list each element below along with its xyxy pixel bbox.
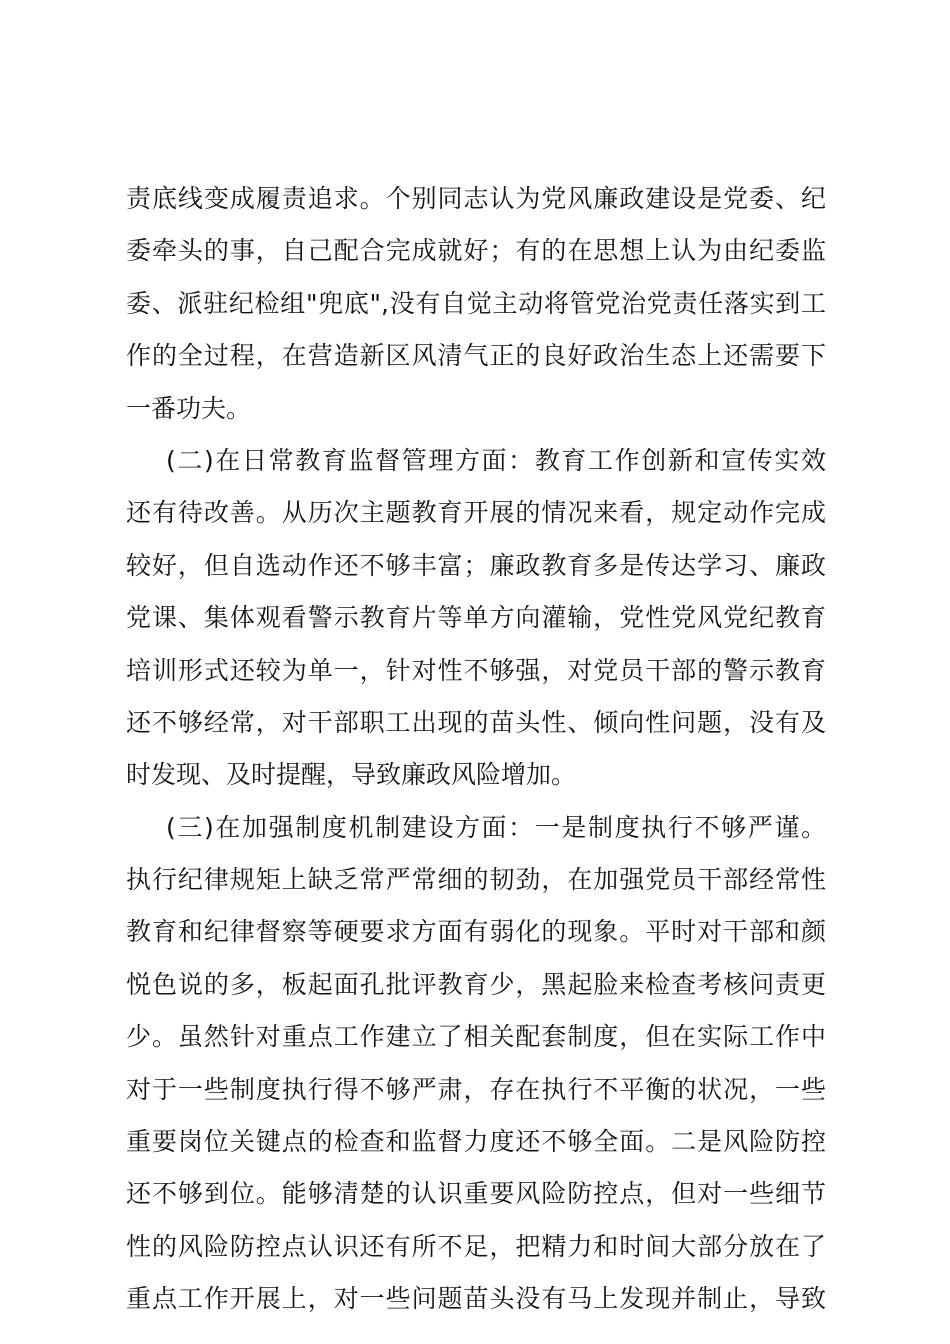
text-line: 执行纪律规矩上缺乏常严常细的韧劲，在加强党员干部经常性 bbox=[126, 865, 826, 895]
text-line: 重点工作开展上，对一些问题苗头没有马上发现并制止，导致 bbox=[126, 1284, 826, 1314]
text-line: 还不够到位。能够清楚的认识重要风险防控点，但对一些细节 bbox=[126, 1179, 826, 1209]
text-line: 时发现、及时提醒，导致廉政风险增加。 bbox=[126, 760, 577, 790]
text-line: 教育和纪律督察等硬要求方面有弱化的现象。平时对干部和颜 bbox=[126, 917, 826, 947]
body-text bbox=[126, 173, 826, 1326]
text-line: 悦色说的多，板起面孔批评教育少，黑起脸来检查考核问责更 bbox=[126, 969, 826, 999]
text-line: 党课、集体观看警示教育片等单方向灌输，党性党风党纪教育 bbox=[126, 603, 826, 633]
text-line: 较好，但自选动作还不够丰富；廉政教育多是传达学习、廉政 bbox=[126, 550, 826, 580]
text-line: 性的风险防控点认识还有所不足，把精力和时间大部分放在了 bbox=[126, 1231, 826, 1261]
text-line: 对于一些制度执行得不够严肃，存在执行不平衡的状况，一些 bbox=[126, 1074, 826, 1104]
text-line: 责底线变成履责追求。个别同志认为党风廉政建设是党委、纪 bbox=[126, 184, 826, 213]
text-line: (二)在日常教育监督管理方面：教育工作创新和宣传实效 bbox=[166, 445, 826, 475]
text-line: 重要岗位关键点的检查和监督力度还不够全面。二是风险防控 bbox=[126, 1127, 826, 1157]
text-line: 一番功夫。 bbox=[126, 393, 252, 423]
text-line: 作的全过程，在营造新区风清气正的良好政治生态上还需要下 bbox=[126, 341, 826, 371]
text-line: 少。虽然针对重点工作建立了相关配套制度，但在实际工作中 bbox=[126, 1022, 826, 1052]
text-line: 培训形式还较为单一，针对性不够强，对党员干部的警示教育 bbox=[126, 655, 826, 685]
text-line: 还有待改善。从历次主题教育开展的情况来看，规定动作完成 bbox=[126, 498, 826, 528]
text-line: 委、派驻纪检组"兜底",没有自觉主动将管党治党责任落实到工 bbox=[126, 288, 826, 318]
text-line: 还不够经常，对干部职工出现的苗头性、倾向性问题，没有及 bbox=[126, 707, 826, 737]
text-line: 委牵头的事，自己配合完成就好；有的在思想上认为由纪委监 bbox=[126, 236, 826, 266]
text-line: (三)在加强制度机制建设方面：一是制度执行不够严谨。 bbox=[166, 812, 826, 842]
